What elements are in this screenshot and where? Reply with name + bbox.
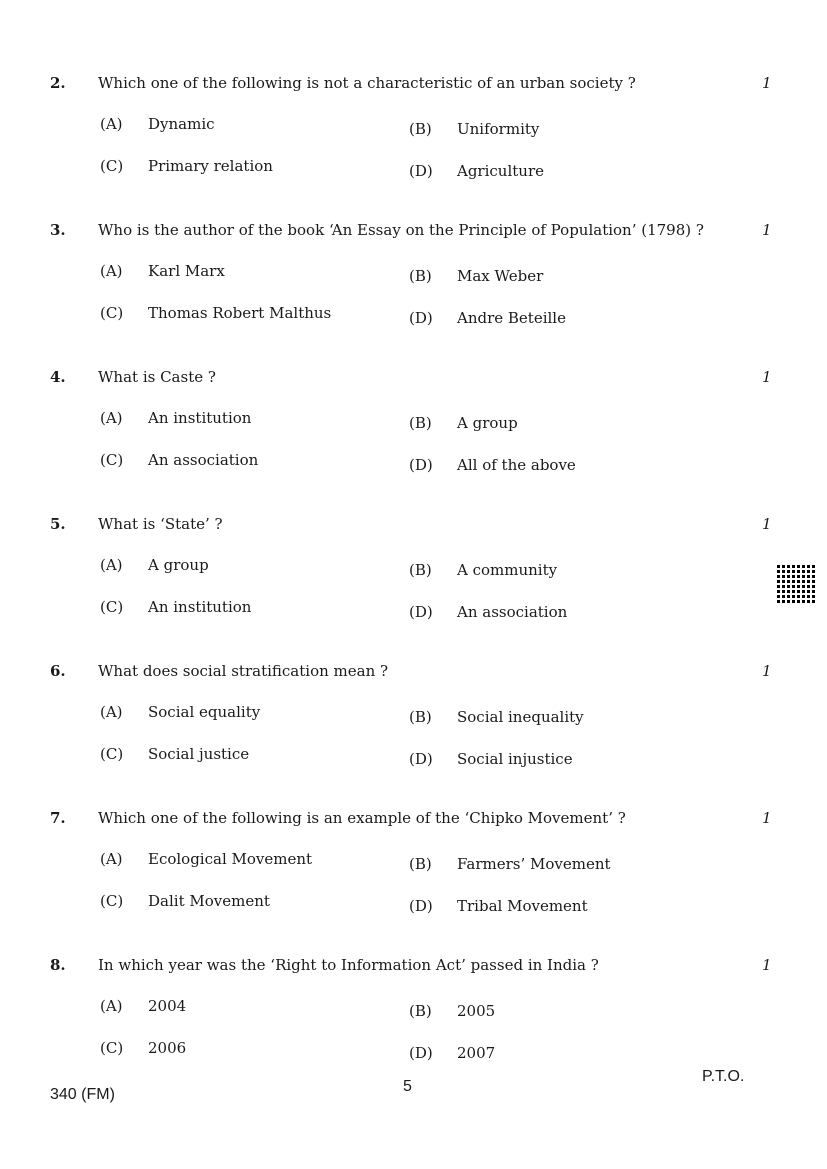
option-label: (A) (100, 997, 123, 1015)
option-text: Tribal Movement (457, 897, 588, 915)
option-label: (C) (100, 892, 124, 910)
option-text: An association (457, 603, 568, 621)
option-label: (D) (409, 456, 433, 474)
question-number: 2. (50, 74, 66, 92)
option-label: (C) (100, 745, 124, 763)
option-label: (B) (409, 267, 432, 285)
question-2 (0, 74, 827, 214)
option-label: (B) (409, 1002, 432, 1020)
option-text: 2007 (457, 1044, 496, 1062)
option-label: (B) (409, 708, 432, 726)
option-label: (D) (409, 162, 433, 180)
option-text: 2004 (148, 997, 187, 1015)
option-text: Uniformity (457, 120, 540, 138)
option-text: Andre Beteille (457, 309, 566, 327)
question-text: Which one of the following is an example of the ‘Chipko Movement’ ? (98, 809, 626, 827)
question-3 (0, 221, 827, 361)
option-label: (C) (100, 304, 124, 322)
option-label: (B) (409, 414, 432, 432)
option-label: (B) (409, 561, 432, 579)
option-text: Dynamic (148, 115, 215, 133)
question-text: In which year was the ‘Right to Information Act’ passed in India ? (98, 956, 599, 974)
page-number: 5 (403, 1078, 412, 1095)
option-text: Agriculture (457, 162, 544, 180)
qr-code (777, 565, 815, 603)
option-label: (C) (100, 157, 124, 175)
question-number: 7. (50, 809, 66, 827)
option-text: All of the above (457, 456, 576, 474)
question-text: What does social stratification mean ? (98, 662, 389, 680)
option-label: (A) (100, 703, 123, 721)
option-label: (A) (100, 850, 123, 868)
option-label: (A) (100, 556, 123, 574)
option-text: Max Weber (457, 267, 544, 285)
option-text: An institution (148, 598, 252, 616)
question-7 (0, 809, 827, 949)
question-text: Who is the author of the book ‘An Essay on the Principle of Population’ (1798) ? (98, 221, 704, 239)
option-text: Social injustice (457, 750, 573, 768)
option-text: Thomas Robert Malthus (148, 304, 332, 322)
option-text: A community (457, 561, 558, 579)
option-label: (C) (100, 1039, 124, 1057)
option-text: A group (148, 556, 209, 574)
option-label: (B) (409, 120, 432, 138)
question-number: 8. (50, 956, 66, 974)
question-marks: 1 (762, 809, 772, 827)
option-text: Social justice (148, 745, 250, 763)
question-marks: 1 (762, 74, 772, 92)
option-text: Ecological Movement (148, 850, 313, 868)
question-text: What is Caste ? (98, 368, 216, 386)
question-number: 6. (50, 662, 66, 680)
option-text: 2006 (148, 1039, 187, 1057)
option-text: Social equality (148, 703, 261, 721)
option-label: (A) (100, 115, 123, 133)
question-marks: 1 (762, 662, 772, 680)
option-text: A group (457, 414, 518, 432)
option-text: Dalit Movement (148, 892, 270, 910)
question-marks: 1 (762, 368, 772, 386)
paper-code: 340 (FM) (50, 1086, 115, 1103)
option-label: (A) (100, 262, 123, 280)
option-text: Farmers’ Movement (457, 855, 611, 873)
question-text: Which one of the following is not a characteristic of an urban society ? (98, 74, 636, 92)
option-label: (C) (100, 451, 124, 469)
option-text: 2005 (457, 1002, 496, 1020)
question-marks: 1 (762, 221, 772, 239)
option-label: (D) (409, 897, 433, 915)
option-label: (B) (409, 855, 432, 873)
option-label: (D) (409, 603, 433, 621)
option-text: Primary relation (148, 157, 273, 175)
option-text: Social inequality (457, 708, 584, 726)
question-text: What is ‘State’ ? (98, 515, 223, 533)
question-6 (0, 662, 827, 802)
option-text: Karl Marx (148, 262, 225, 280)
question-number: 3. (50, 221, 66, 239)
question-number: 5. (50, 515, 66, 533)
question-4 (0, 368, 827, 508)
question-5 (0, 515, 827, 655)
option-text: An association (148, 451, 259, 469)
question-marks: 1 (762, 515, 772, 533)
question-marks: 1 (762, 956, 772, 974)
option-label: (D) (409, 309, 433, 327)
option-label: (A) (100, 409, 123, 427)
option-label: (D) (409, 1044, 433, 1062)
option-text: An institution (148, 409, 252, 427)
option-label: (D) (409, 750, 433, 768)
pto-label: P.T.O. (702, 1068, 745, 1085)
question-number: 4. (50, 368, 66, 386)
option-label: (C) (100, 598, 124, 616)
